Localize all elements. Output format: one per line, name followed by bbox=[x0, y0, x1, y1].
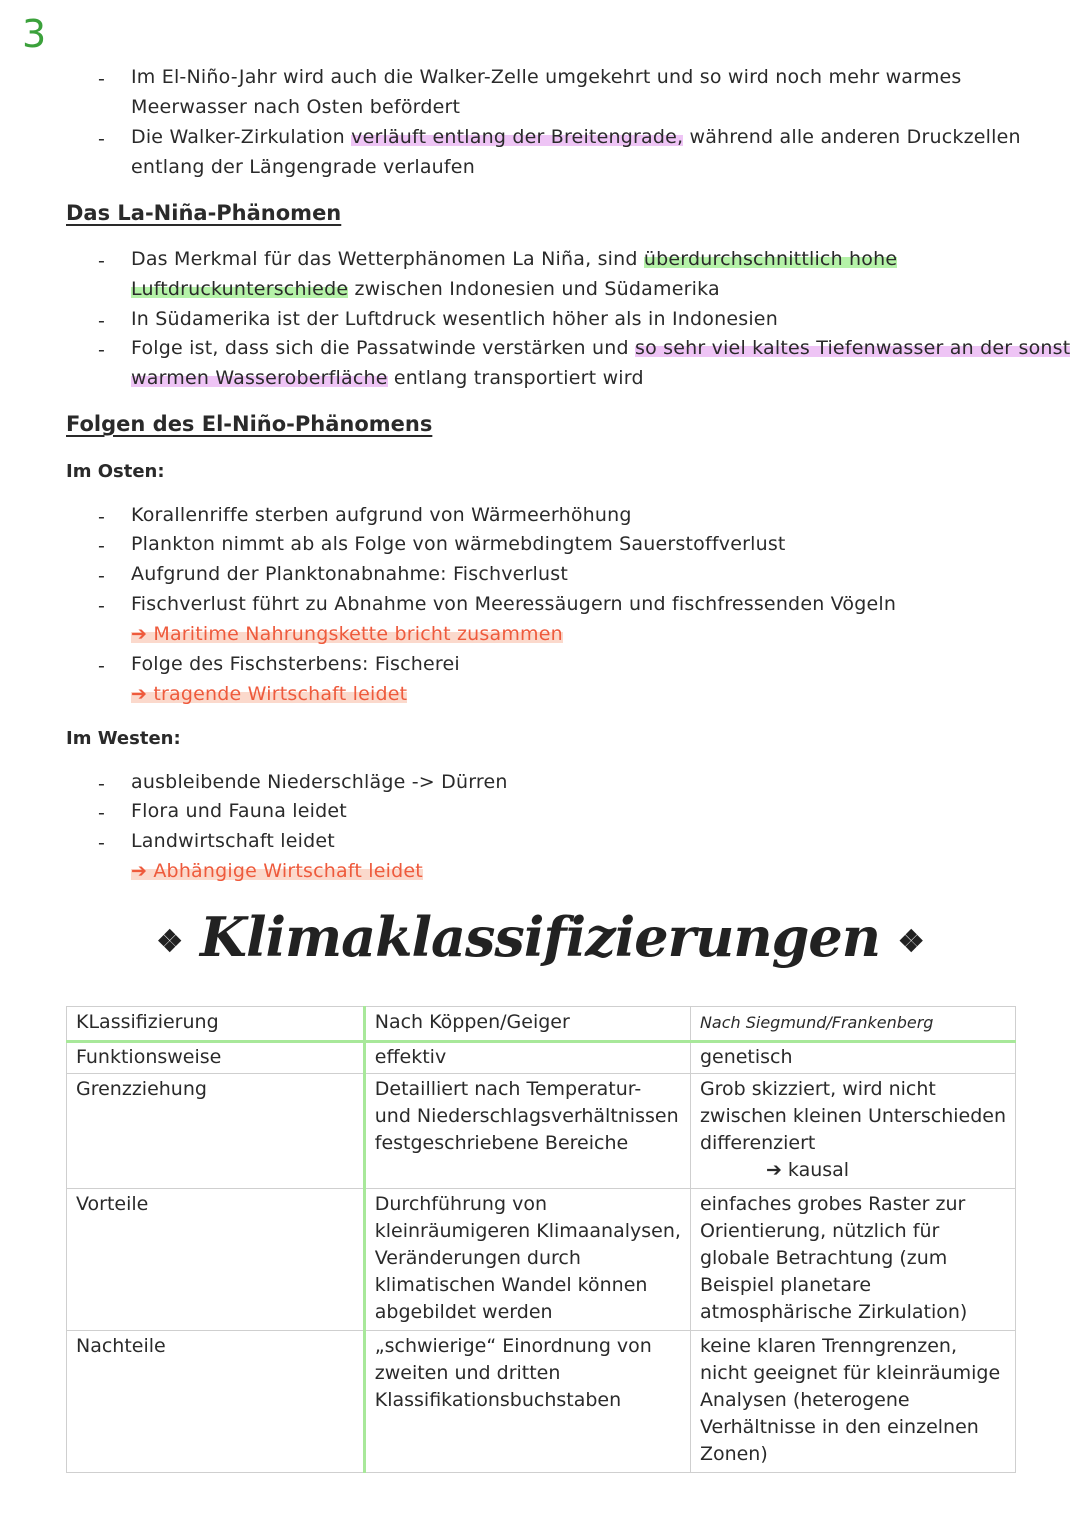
osten-arrow-nahrungskette: ➔ Maritime Nahrungskette bricht zusammen bbox=[131, 623, 563, 645]
bullet-dash: - bbox=[98, 655, 105, 677]
bullet-dash: - bbox=[98, 773, 105, 795]
table-cell: Nachteile bbox=[67, 1331, 365, 1473]
table-cell: Detailliert nach Temperatur- und Niederschlagsverhältnissen festgeschriebene Bereiche bbox=[364, 1074, 690, 1189]
table-cell: Funktionsweise bbox=[67, 1042, 365, 1074]
table-row bbox=[67, 1074, 1016, 1189]
table-row bbox=[67, 1007, 1016, 1042]
bullet-dash: - bbox=[98, 68, 105, 90]
table-cell: Durchführung von kleinräumigeren Klimaanalysen, Veränderungen durch klimatischen Wandel können abgebildet werden bbox=[364, 1189, 690, 1331]
bullet-dash: - bbox=[98, 832, 105, 854]
klima-title-text: Klimaklassifizierungen bbox=[200, 905, 880, 969]
table-header-cell: KLassifizierung bbox=[67, 1007, 365, 1042]
westen-arrow-wirtschaft: ➔ Abhängige Wirtschaft leidet bbox=[131, 860, 423, 882]
bullet-dash: - bbox=[98, 565, 105, 587]
la-nina-bullet-3-line2: warmen Wasseroberfläche entlang transportiert wird bbox=[131, 367, 644, 389]
westen-bullet-1: ausbleibende Niederschläge -> Dürren bbox=[131, 771, 508, 793]
bullet-dash: - bbox=[98, 535, 105, 557]
ornament-right-icon: ❖ bbox=[897, 924, 924, 960]
bullet-dash: - bbox=[98, 595, 105, 617]
westen-bullet-2: Flora und Fauna leidet bbox=[131, 800, 347, 822]
bullet-dash: - bbox=[98, 339, 105, 361]
westen-label: Im Westen: bbox=[66, 728, 181, 749]
klassifizierung-table bbox=[66, 1006, 1016, 1473]
bullet-dash: - bbox=[98, 506, 105, 528]
folgen-heading: Folgen des El-Niño-Phänomens bbox=[66, 412, 433, 436]
westen-bullet-3: Landwirtschaft leidet bbox=[131, 830, 335, 852]
page-number: 3 bbox=[22, 12, 47, 56]
intro-bullet-2-line2: entlang der Längengrade verlaufen bbox=[131, 156, 475, 178]
la-nina-bullet-2: In Südamerika ist der Luftdruck wesentlich höher als in Indonesien bbox=[131, 308, 778, 330]
bullet-dash: - bbox=[98, 128, 105, 150]
table-row bbox=[67, 1331, 1016, 1473]
highlight-tiefenwasser: so sehr viel kaltes Tiefenwasser an der sonst bbox=[634, 337, 1071, 359]
osten-bullet-2: Plankton nimmt ab als Folge von wärmebdingtem Sauerstoffverlust bbox=[131, 533, 786, 555]
table-cell: effektiv bbox=[364, 1042, 690, 1074]
osten-label: Im Osten: bbox=[66, 461, 165, 482]
klima-title bbox=[0, 905, 1080, 969]
la-nina-bullet-1-line2: Luftdruckunterschiede zwischen Indonesien und Südamerika bbox=[131, 278, 720, 300]
la-nina-bullet-3-line1: Folge ist, dass sich die Passatwinde verstärken und so sehr viel kaltes Tiefenwasser an der sonst bbox=[131, 337, 1071, 359]
osten-bullet-5: Folge des Fischsterbens: Fischerei bbox=[131, 653, 460, 675]
la-nina-heading: Das La-Niña-Phänomen bbox=[66, 201, 342, 225]
la-nina-bullet-1-line1: Das Merkmal für das Wetterphänomen La Niña, sind überdurchschnittlich hohe bbox=[131, 248, 898, 270]
table-cell: einfaches grobes Raster zur Orientierung, nützlich für globale Betrachtung (zum Beispiel planetare atmosphärische Zirkulation) bbox=[690, 1189, 1015, 1331]
table-cell: Vorteile bbox=[67, 1189, 365, 1331]
table-row bbox=[67, 1189, 1016, 1331]
table-header-cell: Nach Köppen/Geiger bbox=[364, 1007, 690, 1042]
highlight-ueberdurchschnittlich: überdurchschnittlich hohe bbox=[643, 248, 898, 270]
intro-bullet-2-line1: Die Walker-Zirkulation verläuft entlang der Breitengrade, während alle anderen Druckzellen bbox=[131, 126, 1021, 148]
bullet-dash: - bbox=[98, 250, 105, 272]
table-header-cell: Nach Siegmund/Frankenberg bbox=[690, 1007, 1015, 1042]
bullet-dash: - bbox=[98, 802, 105, 824]
highlight-breitengrade: verläuft entlang der Breitengrade, bbox=[351, 126, 684, 148]
osten-bullet-4: Fischverlust führt zu Abnahme von Meeressäugern und fischfressenden Vögeln bbox=[131, 593, 897, 615]
table-cell: Grob skizziert, wird nicht zwischen kleinen Unterschieden differenziert ➔ kausal bbox=[690, 1074, 1015, 1189]
osten-bullet-3: Aufgrund der Planktonabnahme: Fischverlust bbox=[131, 563, 569, 585]
table-row bbox=[67, 1042, 1016, 1074]
table-cell: keine klaren Trenngrenzen, nicht geeignet für kleinräumige Analysen (heterogene Verhältnisse in den einzelnen Zonen) bbox=[690, 1331, 1015, 1473]
intro-bullet-1-line1: Im El-Niño-Jahr wird auch die Walker-Zelle umgekehrt und so wird noch mehr warmes bbox=[131, 66, 962, 88]
table-cell: Grenzziehung bbox=[67, 1074, 365, 1189]
ornament-left-icon: ❖ bbox=[156, 924, 183, 960]
highlight-wasseroberflaeche: warmen Wasseroberfläche bbox=[131, 367, 388, 389]
highlight-luftdruck: Luftdruckunterschiede bbox=[131, 278, 349, 300]
table-cell: „schwierige“ Einordnung von zweiten und dritten Klassifikationsbuchstaben bbox=[364, 1331, 690, 1473]
table-cell: genetisch bbox=[690, 1042, 1015, 1074]
bullet-dash: - bbox=[98, 310, 105, 332]
osten-arrow-wirtschaft: ➔ tragende Wirtschaft leidet bbox=[131, 683, 408, 705]
osten-bullet-1: Korallenriffe sterben aufgrund von Wärmeerhöhung bbox=[131, 504, 632, 526]
intro-bullet-1-line2: Meerwasser nach Osten befördert bbox=[131, 96, 461, 118]
